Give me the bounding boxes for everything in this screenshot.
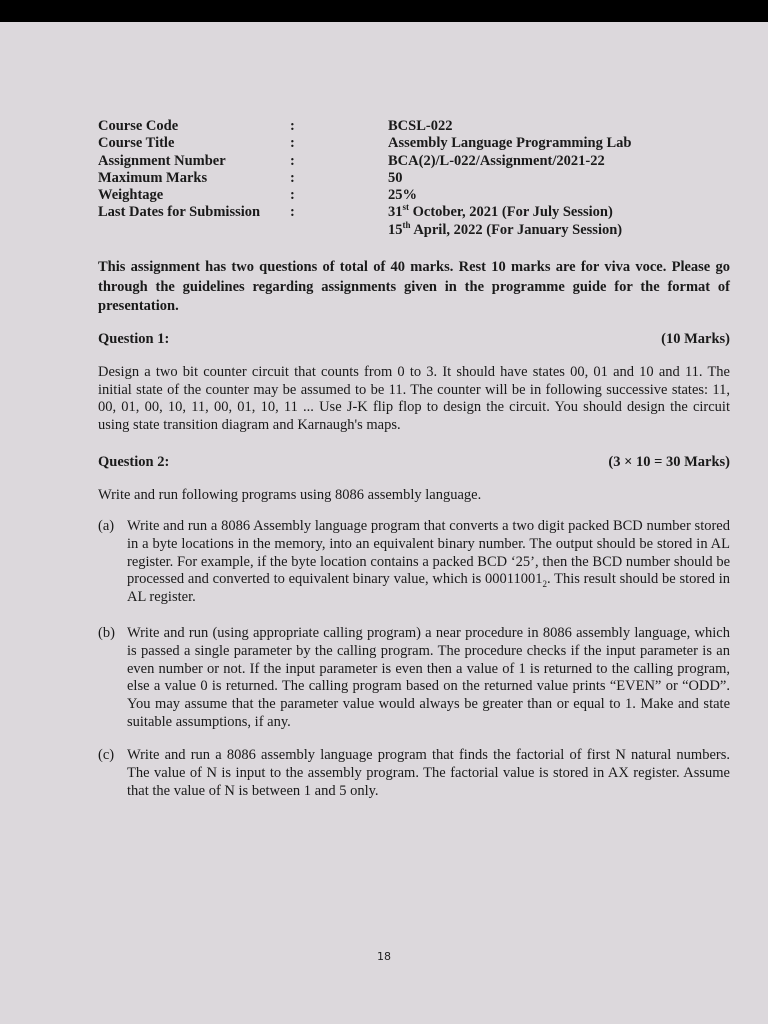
- question-2-part-c: [98, 747, 730, 800]
- question-2-text: Write and run following programs using 8086 assembly language.: [98, 487, 482, 503]
- info-row-maximum-marks: [98, 170, 698, 187]
- info-colon: :: [290, 152, 295, 169]
- info-value: BCSL-022: [388, 118, 453, 134]
- top-black-bar: [0, 0, 768, 22]
- question-marks: (10 Marks): [661, 331, 730, 347]
- part-text-end: . This result should be stored in AL register.: [127, 571, 730, 606]
- info-colon: :: [290, 135, 295, 152]
- info-colon: :: [290, 204, 295, 221]
- question-2-part-a: [98, 518, 730, 607]
- date-suffix: th: [402, 219, 411, 230]
- info-value: 25%: [388, 187, 417, 204]
- date-rest: April, 2022 (For January Session): [410, 221, 623, 238]
- date-day: 15: [388, 221, 403, 238]
- date-suffix: st: [402, 202, 409, 213]
- question-2-heading: [98, 454, 730, 471]
- info-row-weightage: [98, 187, 698, 204]
- part-text: Write and run (using appropriate calling program) a near procedure in 8086 assembly language, which is passed a single parameter by the calling program. The procedure checks if the input parameter is an even number or not. If the input parameter is even then a value of 1 is returned to the calling program, else a value 0 is returned. The calling program based on the returned value prints “EVEN” or “ODD”. You may assume that the parameter value would always be greater than or equal to 1. Make and state suitable assumptions, if any.: [127, 625, 730, 730]
- document-page: [0, 22, 768, 1024]
- course-info-table: [98, 118, 698, 239]
- question-2-part-b: [98, 625, 730, 732]
- date-rest: October, 2021 (For July Session): [409, 204, 613, 221]
- info-colon: :: [290, 187, 295, 204]
- info-row-course-title: [98, 135, 698, 152]
- info-label: Maximum Marks: [98, 169, 208, 186]
- page-number: 18: [377, 950, 391, 963]
- info-label: Course Title: [98, 135, 175, 152]
- question-marks: (3 × 10 = 30 Marks): [608, 454, 730, 470]
- info-colon: :: [290, 118, 295, 134]
- info-colon: :: [290, 169, 295, 186]
- info-label: Course Code: [98, 118, 179, 134]
- part-letter: (a): [98, 518, 115, 534]
- info-row-course-code: [98, 118, 698, 135]
- question-title: Question 1:: [98, 331, 170, 347]
- info-value: Assembly Language Programming Lab: [388, 135, 632, 152]
- part-text-main: Write and run a 8086 Assembly language program that converts a two digit packed BCD number stored in a byte locations in the memory, into an equivalent binary number. The output should be stored in AL register. For example, if the byte location contains a packed BCD ‘25’, then the BCD number should be processed and converted to equivalent binary value, which is 00011001: [127, 518, 730, 588]
- info-value: 50: [388, 169, 403, 186]
- question-title: Question 2:: [98, 454, 170, 470]
- info-row-last-dates-2: [98, 219, 698, 239]
- date-day: 31: [388, 204, 403, 221]
- part-text: Write and run a 8086 assembly language program that finds the factorial of first N natural numbers. The value of N is input to the assembly program. The factorial value is stored in AX register. Assume that the value of N is between 1 and 5 only.: [127, 747, 730, 799]
- info-label: Last Dates for Submission: [98, 204, 261, 221]
- info-label: Assignment Number: [98, 152, 226, 169]
- question-1-heading: [98, 331, 730, 348]
- submission-date-july: [388, 204, 613, 221]
- question-1-text: Design a two bit counter circuit that counts from 0 to 3. It should have states 00, 01 and 10 and 11. The initial state of the counter may be assumed to be 11. The counter will be in following successive states: 11, 00, 01, 00, 10, 11, 00, 01, 10, 11 ... Use J-K flip flop to design the circuit. You should design the circuit using state transition diagram and Karnaugh's maps.: [98, 364, 730, 433]
- submission-date-january: [388, 219, 623, 239]
- part-letter: (b): [98, 625, 115, 641]
- info-row-assignment-number: [98, 153, 698, 170]
- part-text: [127, 518, 730, 607]
- info-row-last-dates: [98, 204, 698, 221]
- assignment-intro: This assignment has two questions of total of 40 marks. Rest 10 marks are for viva voce. Please go through the guidelines regarding assignments given in the programme guide for the format of presentation.: [98, 259, 730, 314]
- part-letter: (c): [98, 747, 115, 763]
- info-label: Weightage: [98, 187, 164, 204]
- info-value: BCA(2)/L-022/Assignment/2021-22: [388, 152, 605, 169]
- base-subscript: 2: [542, 579, 547, 590]
